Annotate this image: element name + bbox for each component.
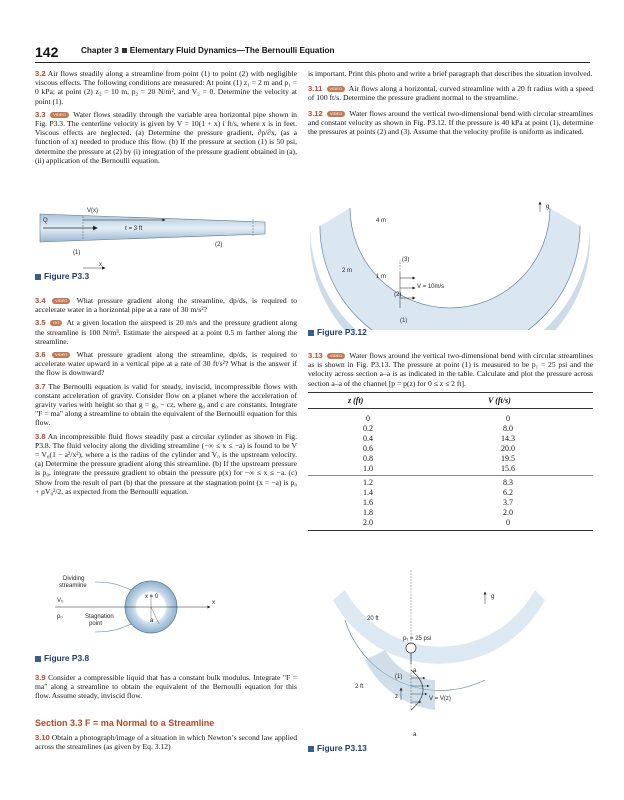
problem-3-8: 3.8 An incompressible fluid flows steadily past a circular cylinder as shown in Fig. P3.8. The fluid velocity along the dividing streamline (−∞ ≤ x ≤ −a) is found to be V = V₀(1 − a²/x²), where a is the radius of the cylinder and V₀ is the upstream velocity. (a) Determine the pressure gradient along this streamline. (b) If the upstream pressure is p₀, integrate the pressure gradient to obtain the pressure p(x) for −∞ ≤ x ≤ −a. (c) Show from the result of part (b) that the pressure at the stagnation point (x = −a) is p₀ + ρV₀²/2, as expected from the Bernoulli equation. (35, 431, 297, 496)
problem-3-7: 3.7 The Bernoulli equation is valid for steady, inviscid, incompressible flows with constant acceleration of gravity. Consider flow on a planet where the acceleration of gravity varies with height so that g = g₀ − cz, where g₀ and c are constants. Integrate "F = ma" along a streamline to obtain the equivalent of the Bernoulli equation for this flow. (35, 381, 297, 428)
table-rule-header (308, 408, 593, 409)
problem-3-5: 3.5 GO At a given location the airspeed is 20 m/s and the pressure gradient along the streamline is 100 N/m³. Estimate the airspeed at a point 0.5 m farther along the streamline. (35, 318, 297, 346)
square-bullet-icon (122, 48, 127, 53)
table-cell-z: 1.6 (363, 498, 373, 507)
figure-bullet-icon (308, 746, 314, 752)
figure-p3-13-caption: Figure P3.13 (308, 743, 367, 753)
column-header-z: z (ft) (348, 396, 364, 405)
dividing-label: Dividing (63, 576, 85, 582)
problem-3-10-continued: is important. Print this photo and write a brief paragraph that describes the situation involved. (308, 69, 593, 78)
table-cell-v: 14.3 (501, 434, 515, 443)
table-cell-v: 0 (506, 414, 510, 423)
table-cell-v: 19.5 (501, 454, 515, 463)
velocity-label: V = V(z) (429, 696, 451, 702)
chapter-label: Chapter 3 (81, 46, 119, 55)
x-equals-zero-label: x = 0 (145, 594, 159, 600)
flow-rate-label: Q (43, 218, 48, 224)
figure-p3-13 (325, 560, 595, 742)
table-cell-v: 2.0 (503, 508, 513, 517)
gravity-label: g (491, 594, 495, 600)
header-rule (35, 62, 590, 63)
section-a-bottom-label: a (413, 732, 417, 738)
height-2ft-label: 2 ft (355, 684, 364, 690)
radius-1m-label: 1 m (376, 274, 387, 280)
figure-p3-12 (310, 198, 595, 330)
problem-3-13: 3.13 VIDEO Water flows around the vertical two-dimensional bend with circular streamlines as is shown in Fig. P3.13. The pressure at point (1) is measured to be p₁ = 25 psi and the velocity across section a–a is as indicated in the table. Calculate and plot the pressure across section a–a of the channel [p = p(z) for 0 ≤ z ≤ 2 ft]. (308, 351, 594, 388)
stagnation-point-label: point (89, 621, 103, 627)
point-2-label: (2) (394, 292, 402, 298)
problem-3-2: 3.2 Air flows steadily along a streamline from point (1) to point (2) with negligible viscous effects. The following conditions are measured: At point (1) z₁ = 2 m and p₁ = 0 kPa; at point (2) z₂ = 10 m, p₂ = 20 N/m², and V₂ = 0. Determine the velocity at point (1). (35, 69, 297, 106)
table-cell-v: 15.6 (501, 464, 515, 473)
figure-p3-12-caption: Figure P3.12 (308, 327, 367, 337)
left-column-top (35, 69, 297, 169)
figure-bullet-icon (35, 656, 41, 662)
running-head (81, 46, 335, 55)
page-number: 142 (35, 44, 59, 60)
right-column-middle (308, 351, 593, 392)
point-1-label: (1) (73, 250, 81, 256)
table-cell-v: 3.7 (503, 498, 513, 507)
figure-p3-3 (35, 200, 297, 280)
table-cell-v: 8.0 (503, 424, 513, 433)
figure-p3-8 (55, 574, 255, 644)
chapter-title: Elementary Fluid Dynamics—The Bernoulli Equation (129, 46, 335, 55)
z-axis-label: z (395, 694, 398, 700)
column-header-v: V (ft/s) (488, 396, 511, 405)
radius-2m-label: 2 m (342, 268, 353, 274)
table-cell-v: 0 (506, 518, 510, 527)
problem-3-4: 3.4 VIDEO What pressure gradient along the streamline, dp/ds, is required to accelerate water in a horizontal pipe at a rate of 30 m/s²? (35, 296, 298, 315)
table-cell-z: 0 (366, 414, 370, 423)
left-column-end (35, 733, 297, 755)
radius-20ft-label: 20 ft (367, 616, 379, 622)
figure-p3-8-caption: Figure P3.8 (35, 653, 89, 663)
velocity-label: V = 10m/s (417, 284, 445, 290)
length-label: ℓ = 3 ft (125, 226, 143, 232)
right-column-top (308, 69, 593, 140)
table-cell-z: 0.8 (363, 454, 373, 463)
table-cell-z: 0.4 (363, 434, 373, 443)
table-cell-z: 1.4 (363, 488, 373, 497)
table-cell-v: 6.2 (503, 488, 513, 497)
left-column-bottom (35, 673, 297, 705)
point-2-label: (2) (215, 242, 223, 248)
section-a-top-label: a (413, 668, 417, 674)
table-rule-separator (308, 475, 593, 476)
point-1-label: (1) (400, 318, 408, 324)
problem-3-12: 3.12 VIDEO Water flows around the vertical two-dimensional bend with circular streamlines and constant velocity as shown in Fig. P3.12. If the pressure is 40 kPa at point (1), determine the pressures at points (2) and (3). Assume that the velocity profile is uniform as indicated. (308, 108, 594, 137)
table-cell-z: 2.0 (363, 518, 373, 527)
problem-3-9: 3.9 Consider a compressible liquid that has a constant bulk modulus. Integrate "F = ma" along a streamline to obtain the equivalent of the Bernoulli equation for this flow. Assume steady, inviscid flow. (35, 673, 297, 701)
figure-bullet-icon (35, 274, 41, 280)
problem-3-11: 3.11 VIDEO Air flows along a horizontal, curved streamline with a 20 ft radius with a speed of 100 ft/s. Determine the pressure gradient normal to the streamline. (308, 84, 593, 103)
page-header (35, 44, 595, 60)
velocity-label: V(x) (87, 208, 98, 214)
table-rule-bottom (308, 530, 593, 531)
radius-label: a (150, 618, 154, 624)
problem-3-10: 3.10 Obtain a photograph/image of a situation in which Newton’s second law applied across the streamlines (as given by Eq. 3.12) (35, 733, 297, 752)
table-cell-z: 1.0 (363, 464, 373, 473)
x-axis-label: x (212, 600, 215, 606)
table-cell-v: 8.3 (503, 478, 513, 487)
problem-3-6: 3.6 VIDEO What pressure gradient along the streamline, dp/ds, is required to accelerate water upward in a vertical pipe at a rate of 30 ft/s²? What is the answer if the flow is downward? (35, 350, 298, 378)
streamline-label: streamline (59, 583, 87, 589)
table-cell-z: 1.8 (363, 508, 373, 517)
figure-p3-3-caption: Figure P3.3 (35, 271, 89, 281)
table-cell-v: 20.0 (501, 444, 515, 453)
stagnation-label: Stagnation (85, 614, 114, 620)
table-cell-z: 0.2 (363, 424, 373, 433)
video-badge: VIDEO (50, 112, 68, 118)
point-3-label: (3) (402, 257, 410, 263)
gravity-label: g (546, 204, 550, 210)
table-rule-top (308, 392, 593, 393)
section-heading: Section 3.3 F = ma Normal to a Streamline (35, 718, 215, 728)
left-column-middle (35, 296, 297, 500)
table-cell-z: 1.2 (363, 478, 373, 487)
figure-bullet-icon (308, 330, 314, 336)
point-1-label: (1) (395, 674, 403, 680)
x-axis-label: x (99, 262, 102, 268)
v0-label: V₀ (57, 598, 64, 604)
p0-label: p₀ (57, 614, 63, 620)
table-cell-z: 0.6 (363, 444, 373, 453)
pressure-label: p₁ = 25 psi (403, 636, 432, 642)
problem-3-3: 3.3 VIDEO Water flows steadily through the variable area horizontal pipe shown in Fig. P3.3. The centerline velocity is given by V = 10(1 + x) i ft/s, where x is in feet. Viscous effects are neglected. (a) Determine the pressure gradient, ∂p/∂x, (as a function of x) needed to produce this flow. (b) If the pressure at section (1) is 50 psi, determine the pressure at (2) by (i) integration of the pressure gradient obtained in (a), (ii) application of the Bernoulli equation. (35, 109, 297, 165)
radius-4m-label: 4 m (376, 218, 387, 224)
